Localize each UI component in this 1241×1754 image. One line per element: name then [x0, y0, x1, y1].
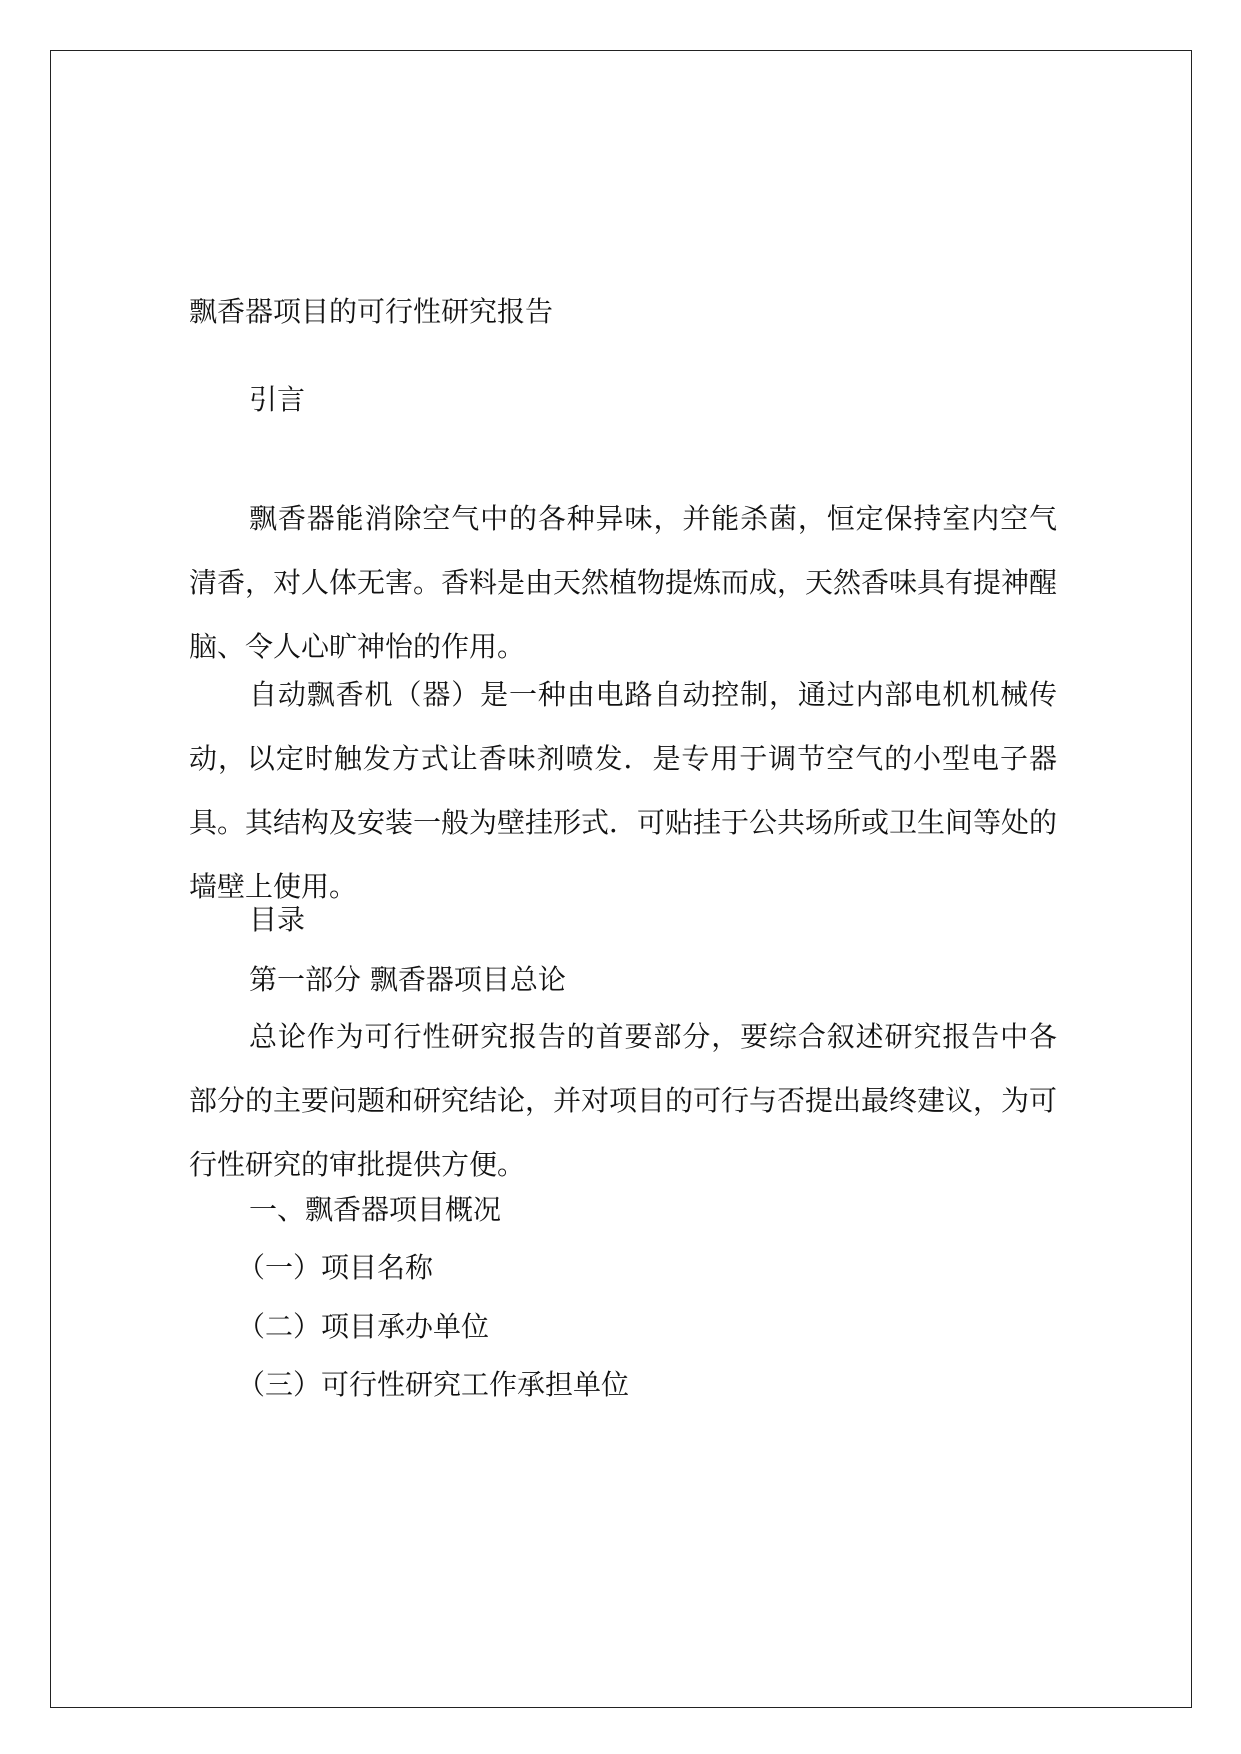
section1-heading: 一、飘香器项目概况: [249, 1193, 502, 1226]
document-title: 飘香器项目的可行性研究报告: [189, 295, 554, 328]
intro-paragraph-2: 自动飘香机（器）是一种由电路自动控制，通过内部电机机械传动，以定时触发方式让香味剂喷发．是专用于调节空气的小型电子器具。其结构及安装一般为壁挂形式．可贴挂于公共场所或卫生间等处的墙壁上使用。: [189, 678, 1058, 903]
outline-item-1: （一）项目名称: [237, 1251, 434, 1284]
outline-item-2: （二）项目承办单位: [237, 1310, 490, 1343]
intro-heading: 引言: [249, 383, 306, 416]
outline-item-3: （三）可行性研究工作承担单位: [237, 1368, 630, 1401]
part1-heading: 第一部分 飘香器项目总论: [249, 963, 566, 996]
part1-paragraph: 总论作为可行性研究报告的首要部分，要综合叙述研究报告中各部分的主要问题和研究结论，并对项目的可行与否提出最终建议，为可行性研究的审批提供方便。: [189, 1020, 1058, 1181]
toc-heading: 目录: [249, 903, 306, 936]
intro-paragraph-1: 飘香器能消除空气中的各种异味，并能杀菌，恒定保持室内空气清香，对人体无害。香料是由天然植物提炼而成，天然香味具有提神醒脑、令人心旷神怡的作用。: [189, 502, 1058, 663]
